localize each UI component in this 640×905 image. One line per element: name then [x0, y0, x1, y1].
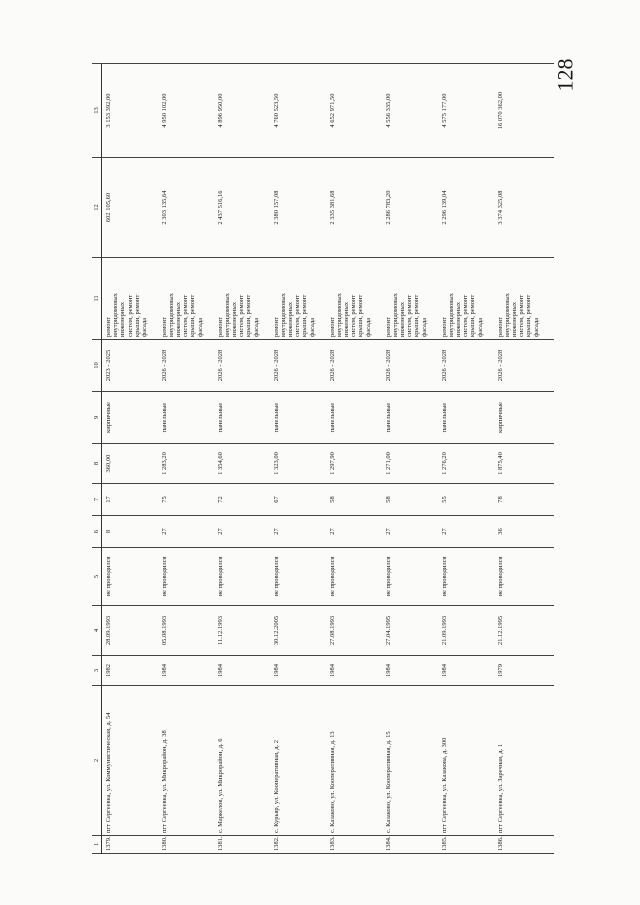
table-row [102, 64, 158, 854]
cell-period: 2026 - 2028 [382, 340, 438, 392]
column-header-9: 9 [92, 392, 102, 444]
cell-n: 1383. [326, 836, 382, 854]
table-row [158, 64, 214, 854]
page-number: 128 [552, 58, 578, 92]
cell-area: 1 354,60 [214, 444, 270, 484]
cell-year: 1984 [158, 656, 214, 686]
cell-works [214, 258, 270, 340]
column-header-8: 8 [92, 444, 102, 484]
cell-c6: 36 [494, 516, 554, 548]
cell-works [382, 258, 438, 340]
cell-total: 4 760 523,50 [270, 64, 326, 158]
cell-works [270, 258, 326, 340]
cell-period: 2026 - 2028 [326, 340, 382, 392]
table-body [102, 64, 554, 854]
cell-type: панельные [438, 392, 494, 444]
column-header-7: 7 [92, 484, 102, 516]
cell-date: 30.12.2005 [270, 606, 326, 656]
cell-works [326, 258, 382, 340]
rotated-table-wrapper [92, 64, 547, 854]
cell-type: панельные [270, 392, 326, 444]
works-text: ремонт внутридомовых инженерных систем, ремонт крыши, ремонт фасада [328, 293, 372, 337]
cell-type: панельные [214, 392, 270, 444]
works-text: ремонт внутридомовых инженерных систем, ремонт крыши, ремонт фасада [440, 293, 484, 337]
cell-date: 11.12.1993 [214, 606, 270, 656]
cell-year: 1984 [270, 656, 326, 686]
cell-cost: 2 380 157,08 [270, 158, 326, 258]
cell-type: панельные [382, 392, 438, 444]
cell-n: 1380. [158, 836, 214, 854]
table-row [326, 64, 382, 854]
cell-period: 2026 - 2028 [270, 340, 326, 392]
cell-status: не проводился [494, 548, 554, 606]
cell-n: 1382. [270, 836, 326, 854]
cell-year: 1984 [382, 656, 438, 686]
cell-type: панельные [326, 392, 382, 444]
cell-type: панельные [158, 392, 214, 444]
cell-area: 1 297,90 [326, 444, 382, 484]
cell-area: 1 276,20 [438, 444, 494, 484]
cell-c7: 58 [326, 484, 382, 516]
cell-status: не проводился [214, 548, 270, 606]
cell-c6: 27 [158, 516, 214, 548]
table-row [382, 64, 438, 854]
cell-year: 1979 [494, 656, 554, 686]
works-text: ремонт внутридомовых инженерных систем, ремонт крыши, ремонт фасада [216, 293, 260, 337]
cell-date: 28.09.1993 [102, 606, 158, 656]
cell-addr: с. Курьяр, ул. Кооперативная, д. 2 [270, 686, 326, 836]
column-header-13: 13 [92, 64, 102, 158]
cell-addr: пгт Сергеевка, ул. Микрорайон, д. 38 [158, 686, 214, 836]
cell-c6: 8 [102, 516, 158, 548]
table-row [214, 64, 270, 854]
cell-status: не проводился [158, 548, 214, 606]
cell-works [438, 258, 494, 340]
cell-total: 4 950 102,00 [158, 64, 214, 158]
cell-date: 21.09.1993 [438, 606, 494, 656]
cell-area: 1 271,00 [382, 444, 438, 484]
column-header-12: 12 [92, 158, 102, 258]
cell-c7: 75 [158, 484, 214, 516]
column-header-10: 10 [92, 340, 102, 392]
works-text: ремонт внутридомовых инженерных систем, ремонт крыши, ремонт фасада [384, 293, 428, 337]
table-row [270, 64, 326, 854]
cell-status: не проводился [102, 548, 158, 606]
column-header-1: 1 [92, 836, 102, 854]
cell-c7: 17 [102, 484, 158, 516]
cell-total: 4 556 335,00 [382, 64, 438, 158]
cell-c6: 27 [270, 516, 326, 548]
cell-c7: 67 [270, 484, 326, 516]
cell-total: 4 575 177,00 [438, 64, 494, 158]
cell-addr: пгт Сергеевка, ул. Заречная, д. 1 [494, 686, 554, 836]
cell-year: 1984 [438, 656, 494, 686]
column-header-11: 11 [92, 258, 102, 340]
cell-area: 1 323,00 [270, 444, 326, 484]
cell-c7: 55 [438, 484, 494, 516]
cell-area: 360,00 [102, 444, 158, 484]
column-number-header-row [92, 64, 102, 854]
cell-cost: 2 286 783,20 [382, 158, 438, 258]
cell-addr: пгт Сергеевка, ул. Коммунистическая, д. 54 [102, 686, 158, 836]
cell-total: 4 896 950,00 [214, 64, 270, 158]
cell-addr: с. Казаково, ул. Кооперативная, д. 15 [382, 686, 438, 836]
cell-date: 27.08.1993 [326, 606, 382, 656]
cell-works [494, 258, 554, 340]
cell-works [102, 258, 158, 340]
cell-c7: 78 [494, 484, 554, 516]
cell-period: 2026 - 2028 [494, 340, 554, 392]
cell-cost: 2 335 381,68 [326, 158, 382, 258]
cell-date: 21.12.1995 [494, 606, 554, 656]
cell-total: 4 652 971,50 [326, 64, 382, 158]
cell-c7: 58 [382, 484, 438, 516]
cell-period: 2026 - 2028 [158, 340, 214, 392]
cell-cost: 2 296 139,04 [438, 158, 494, 258]
column-header-5: 5 [92, 548, 102, 606]
cell-status: не проводился [438, 548, 494, 606]
cell-area: 1 875,40 [494, 444, 554, 484]
cell-c6: 27 [326, 516, 382, 548]
cell-cost: 2 437 516,16 [214, 158, 270, 258]
cell-status: не проводился [326, 548, 382, 606]
cell-area: 1 283,20 [158, 444, 214, 484]
cell-type: кирпичные [494, 392, 554, 444]
works-text: ремонт внутридомовых инженерных систем, ремонт крыши, ремонт фасада [496, 293, 540, 337]
cell-c6: 27 [438, 516, 494, 548]
cell-type: кирпичные [102, 392, 158, 444]
cell-n: 1379. [102, 836, 158, 854]
works-text: ремонт внутридомовых инженерных систем, ремонт крыши, ремонт фасада [105, 293, 149, 337]
cell-year: 1984 [214, 656, 270, 686]
cell-cost: 2 303 135,64 [158, 158, 214, 258]
cell-year: 1982 [102, 656, 158, 686]
repair-program-table [92, 63, 554, 854]
table-row [494, 64, 554, 854]
column-header-2: 2 [92, 686, 102, 836]
cell-c7: 72 [214, 484, 270, 516]
table-row [438, 64, 494, 854]
cell-date: 27.04.1995 [382, 606, 438, 656]
cell-c6: 27 [382, 516, 438, 548]
cell-total: 16 070 362,00 [494, 64, 554, 158]
cell-status: не проводился [270, 548, 326, 606]
cell-cost: 602 105,60 [102, 158, 158, 258]
column-header-4: 4 [92, 606, 102, 656]
cell-period: 2023 - 2025 [102, 340, 158, 392]
cell-c6: 27 [214, 516, 270, 548]
cell-total: 3 153 392,00 [102, 64, 158, 158]
cell-n: 1384. [382, 836, 438, 854]
works-text: ремонт внутридомовых инженерных систем, ремонт крыши, ремонт фасада [160, 293, 204, 337]
cell-works [158, 258, 214, 340]
works-text: ремонт внутридомовых инженерных систем, ремонт крыши, ремонт фасада [272, 293, 316, 337]
cell-n: 1385. [438, 836, 494, 854]
cell-addr: пгт Сергеевка, ул. Казакова, д. 300 [438, 686, 494, 836]
cell-n: 1386. [494, 836, 554, 854]
cell-period: 2026 - 2028 [214, 340, 270, 392]
cell-n: 1381. [214, 836, 270, 854]
cell-addr: с. Маркелов, ул. Микрорайон, д. 6 [214, 686, 270, 836]
cell-status: не проводился [382, 548, 438, 606]
column-header-6: 6 [92, 516, 102, 548]
cell-year: 1984 [326, 656, 382, 686]
cell-cost: 3 374 325,08 [494, 158, 554, 258]
cell-addr: с. Казаково, ул. Кооперативная, д. 13 [326, 686, 382, 836]
cell-date: 05.08.1993 [158, 606, 214, 656]
cell-period: 2026 - 2028 [438, 340, 494, 392]
column-header-3: 3 [92, 656, 102, 686]
